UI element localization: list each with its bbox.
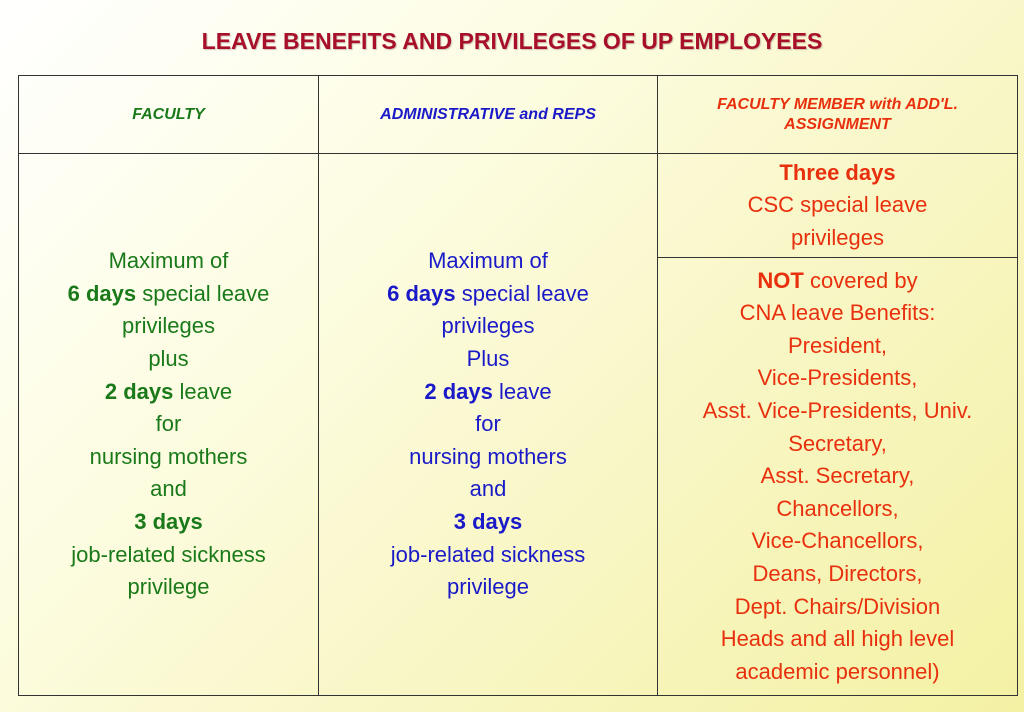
official-list-item: Vice-Presidents,	[757, 365, 918, 391]
leave-benefits-table	[18, 75, 1018, 696]
admin-line-maximum: Maximum of	[428, 248, 548, 274]
faculty-3days: 3 days	[134, 508, 203, 534]
faculty-line-maximum: Maximum of	[108, 248, 229, 274]
faculty-line-6days	[25, 278, 312, 311]
faculty-line-and: and	[150, 476, 187, 502]
header-row	[19, 76, 1018, 154]
admin-line-3days	[325, 506, 651, 539]
faculty-line-2days	[25, 376, 312, 409]
admin-line-for: for	[475, 411, 501, 437]
additional-csc: CSC special leave	[747, 192, 928, 218]
faculty-2days: 2 days	[104, 378, 174, 404]
admin-line-sickness: job-related sickness	[390, 541, 586, 567]
covered-by: covered by	[803, 267, 918, 293]
faculty-line-privilege: privilege	[127, 574, 210, 600]
administrative-cell	[319, 154, 658, 696]
admin-6days: 6 days	[387, 280, 456, 306]
header-faculty-label: FACULTY	[132, 105, 205, 123]
admin-line-privileges: privileges	[441, 313, 535, 339]
official-list-item: Vice-Chancellors,	[751, 528, 924, 554]
faculty-line-nursing: nursing mothers	[89, 443, 248, 469]
faculty-6days: 6 days	[67, 280, 137, 306]
faculty-cell	[19, 154, 319, 696]
faculty-line-sickness: job-related sickness	[71, 541, 266, 567]
additional-privileges: privileges	[791, 224, 884, 250]
additional-not-covered-cell	[658, 258, 1018, 696]
header-additional-line1: FACULTY MEMBER with ADD'L.	[717, 95, 958, 113]
three-days-bold: Three days	[779, 159, 896, 185]
admin-line-nursing: nursing mothers	[409, 443, 567, 469]
admin-special-leave: special leave	[455, 280, 589, 306]
additional-three-days	[664, 157, 1011, 190]
admin-3days: 3 days	[453, 508, 523, 534]
header-additional-line2: ASSIGNMENT	[784, 115, 891, 133]
official-list-item: Deans, Directors,	[752, 560, 923, 586]
faculty-leave: leave	[173, 378, 233, 404]
faculty-line-plus: plus	[148, 346, 189, 372]
faculty-line-3days	[25, 506, 312, 539]
admin-line-privilege: privilege	[447, 574, 529, 600]
admin-line-and: and	[469, 476, 507, 502]
additional-not-covered	[664, 265, 1011, 298]
official-list-item: academic personnel)	[735, 658, 940, 684]
not-bold: NOT	[757, 267, 804, 293]
official-list-item: Chancellors,	[776, 495, 899, 521]
official-list-item: Asst. Secretary,	[760, 463, 915, 489]
official-list-item: Dept. Chairs/Division	[734, 593, 941, 619]
additional-three-days-cell	[658, 154, 1018, 258]
official-list-item: Heads and all high level	[720, 626, 955, 652]
admin-line-2days	[325, 376, 651, 409]
admin-line-plus: Plus	[466, 346, 510, 372]
faculty-special-leave: special leave	[136, 280, 270, 306]
faculty-line-for: for	[155, 411, 182, 437]
header-faculty-additional	[658, 76, 1018, 154]
official-list-item: Secretary,	[788, 430, 887, 456]
official-list-item: Asst. Vice-Presidents, Univ.	[702, 398, 973, 424]
header-faculty	[19, 76, 319, 154]
header-administrative-label: ADMINISTRATIVE and REPS	[380, 105, 596, 123]
header-administrative	[319, 76, 658, 154]
admin-2days: 2 days	[424, 378, 493, 404]
page-title: LEAVE BENEFITS AND PRIVILEGES OF UP EMPLOYEES	[201, 28, 823, 54]
official-list-item: President,	[787, 332, 888, 358]
admin-line-6days	[325, 278, 651, 311]
additional-cna: CNA leave Benefits:	[739, 300, 936, 326]
faculty-line-privileges: privileges	[122, 313, 215, 339]
admin-leave: leave	[492, 378, 552, 404]
